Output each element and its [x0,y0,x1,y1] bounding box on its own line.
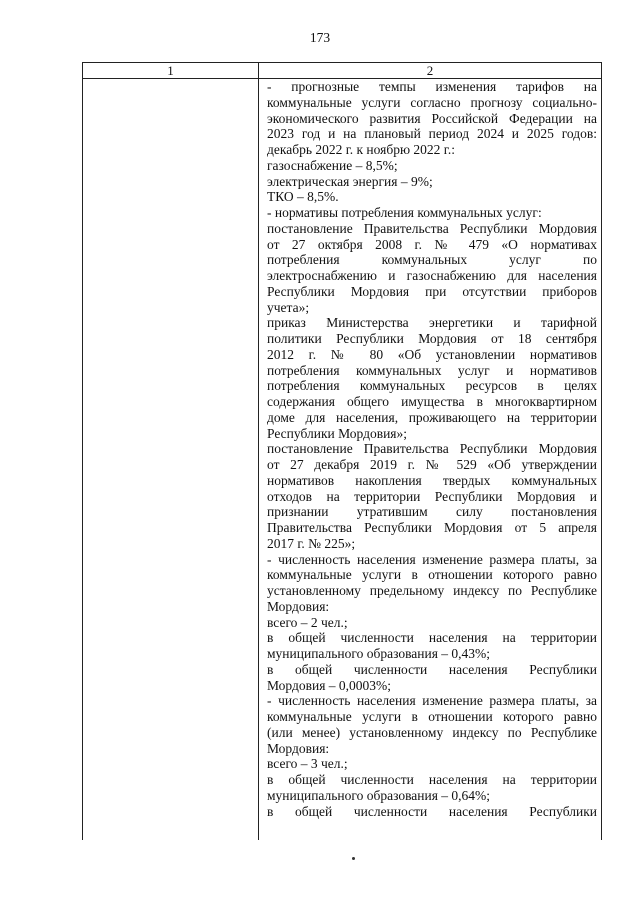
text-line: установленному предельному индексу по Республике [267,583,597,598]
table-header-row [83,63,601,79]
text-line: отходов на территории Республики Мордовия и [267,488,597,504]
text-line: - численность населения изменение размера платы, за [267,551,597,567]
text-line: содержания общего имущества в многоквартирном [267,394,597,409]
stray-mark [352,857,355,860]
text-line: - численность населения изменение размера платы, за [267,693,597,709]
text-line: (или менее) установленному индексу по Республике [267,724,597,740]
text-line: от 27 октября 2008 г. № 479 «О нормативах [267,236,597,252]
text-line: признании утратившим силу постановления [267,504,597,520]
text-line: электроснабжению и газоснабжению для населения [267,268,597,283]
page-number: 173 [309,30,331,45]
text-line: в общей численности населения на территории [267,630,597,646]
text-line: Республики Мордовия»; [267,425,408,441]
text-line: Республики Мордовия при отсутствии приборов [267,283,597,299]
text-line: Правительства Республики Мордовия от 5 апреля [267,520,597,535]
text-line: экономического развития Российской Федерации на [267,110,597,126]
text-line: нормативов накопления твердых коммунальных [267,472,597,488]
text-line: в общей численности населения на территории [267,772,597,787]
text-line: в общей численности населения Республики [267,803,597,819]
text-line: - нормативы потребления коммунальных услуг: [267,205,542,220]
text-line: доме для населения, проживающего на территории [267,409,597,425]
text-line: политики Республики Мордовия от 18 сентября [267,331,597,346]
column-2-header: 2 [426,63,434,78]
text-line: Мордовия: [267,598,330,614]
text-line: декабрь 2022 г. к ноябрю 2022 г.: [267,142,455,157]
column-1-header: 1 [83,63,259,78]
text-line: всего – 2 чел.; [267,614,348,630]
table-body-row [83,79,601,840]
text-line: потребления коммунальных услуг и нормативов [267,362,597,378]
text-line: коммунальные услуги в отношении которого равно [267,709,597,724]
text-line: коммунальные услуги в отношении которого равно [267,567,597,583]
text-line: - прогнозные темпы изменения тарифов на [267,79,597,94]
text-line: приказ Министерства энергетики и тарифной [267,315,597,331]
text-line: постановление Правительства Республики Мордовия [267,441,597,457]
text-line: Мордовия – 0,0003%; [267,677,392,693]
text-line: 2012 г. № 80 «Об установлении нормативов [267,346,597,362]
text-line: учета»; [267,299,310,315]
text-line: муниципального образования – 0,43%; [267,646,491,661]
text-line: 2023 год и на плановый период 2024 и 2025 годов: [267,126,597,142]
text-line: газоснабжение – 8,5%; [267,157,398,173]
text-line: в общей численности населения Республики [267,661,597,677]
column-1-cell [83,79,259,840]
text-line: потребления коммунальных услуг по [267,252,597,268]
text-line: от 27 декабря 2019 г. № 529 «Об утверждении [267,457,597,472]
text-line: муниципального образования – 0,64%; [267,787,491,803]
text-line: коммунальные услуги согласно прогнозу социально- [267,94,597,110]
text-line: Мордовия: [267,740,330,756]
text-line: всего – 3 чел.; [267,756,348,772]
column-2-cell [259,79,601,840]
text-line: ТКО – 8,5%. [267,189,339,205]
text-line: электрическая энергия – 9%; [267,173,433,189]
text-line: постановление Правительства Республики Мордовия [267,220,597,236]
text-line: потребления коммунальных ресурсов в целях [267,378,597,394]
document-table [82,62,602,840]
text-line: 2017 г. № 225»; [267,535,356,551]
